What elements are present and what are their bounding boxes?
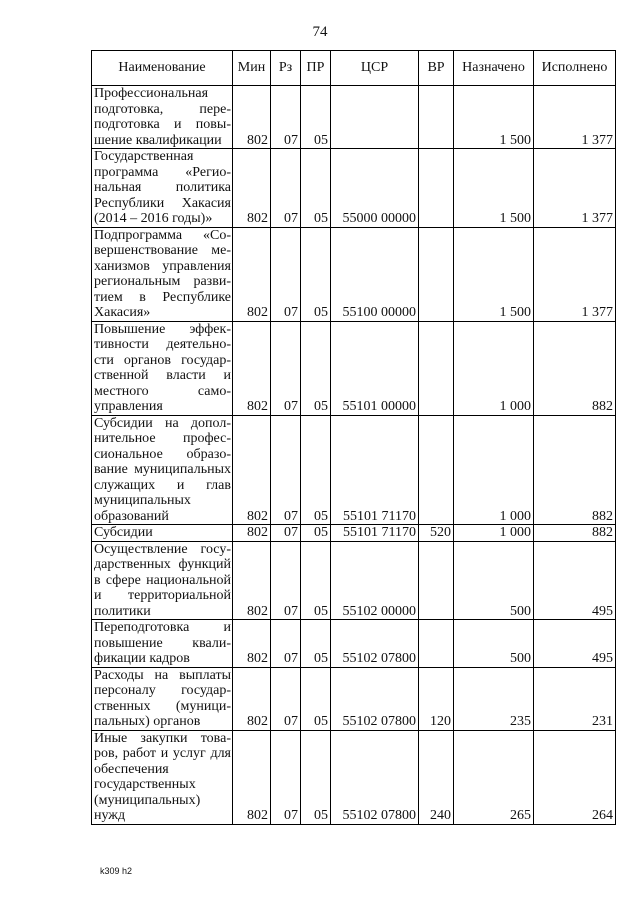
- row-name-cell: Субсидии на дополнительное профессиональное образование муниципальных служащих и глав муниципальных образований: [92, 415, 233, 525]
- row-assigned-cell: 500: [454, 541, 534, 620]
- header-pr: ПР: [301, 51, 331, 86]
- row-assigned-cell: 1 000: [454, 525, 534, 542]
- row-rz-cell: 07: [271, 321, 301, 415]
- row-name-cell: Повышение эффективности деятельности органов государственной власти и местного самоуправления: [92, 321, 233, 415]
- row-min-cell: 802: [233, 321, 271, 415]
- row-rz-cell: 07: [271, 525, 301, 542]
- row-pr-cell: 05: [301, 415, 331, 525]
- row-name-cell: Переподготовка и повышение квалификации кадров: [92, 620, 233, 668]
- row-pr-cell: 05: [301, 620, 331, 668]
- row-name-cell: Расходы на выплаты персоналу государственных (муниципальных) органов: [92, 667, 233, 730]
- row-vr-cell: [419, 149, 454, 228]
- table-row: [92, 667, 616, 730]
- table-header-row: [92, 51, 616, 86]
- row-executed-cell: 231: [534, 667, 616, 730]
- row-rz-cell: 07: [271, 730, 301, 824]
- row-vr-cell: [419, 620, 454, 668]
- row-pr-cell: 05: [301, 525, 331, 542]
- row-vr-cell: [419, 415, 454, 525]
- row-csr-cell: [331, 86, 419, 149]
- row-min-cell: 802: [233, 227, 271, 321]
- row-vr-cell: [419, 321, 454, 415]
- row-min-cell: 802: [233, 415, 271, 525]
- table-row: [92, 541, 616, 620]
- row-rz-cell: 07: [271, 149, 301, 228]
- row-csr-cell: 55102 07800: [331, 620, 419, 668]
- row-csr-cell: 55102 07800: [331, 667, 419, 730]
- row-executed-cell: 882: [534, 415, 616, 525]
- table-row: [92, 149, 616, 228]
- row-vr-cell: [419, 541, 454, 620]
- row-pr-cell: 05: [301, 667, 331, 730]
- row-min-cell: 802: [233, 86, 271, 149]
- row-assigned-cell: 265: [454, 730, 534, 824]
- row-executed-cell: 495: [534, 620, 616, 668]
- row-csr-cell: 55101 00000: [331, 321, 419, 415]
- row-executed-cell: 1 377: [534, 149, 616, 228]
- table-body: [92, 86, 616, 825]
- row-rz-cell: 07: [271, 415, 301, 525]
- header-assigned: Назначено: [454, 51, 534, 86]
- row-rz-cell: 07: [271, 620, 301, 668]
- row-min-cell: 802: [233, 149, 271, 228]
- table-row: [92, 620, 616, 668]
- row-min-cell: 802: [233, 667, 271, 730]
- row-vr-cell: 520: [419, 525, 454, 542]
- row-rz-cell: 07: [271, 227, 301, 321]
- page-number: 74: [312, 24, 328, 40]
- row-executed-cell: 264: [534, 730, 616, 824]
- table-row: [92, 525, 616, 542]
- row-vr-cell: [419, 227, 454, 321]
- row-pr-cell: 05: [301, 730, 331, 824]
- row-pr-cell: 05: [301, 86, 331, 149]
- row-csr-cell: 55102 07800: [331, 730, 419, 824]
- row-vr-cell: 120: [419, 667, 454, 730]
- row-executed-cell: 1 377: [534, 227, 616, 321]
- row-executed-cell: 495: [534, 541, 616, 620]
- table-row: [92, 321, 616, 415]
- row-name-cell: Подпрограмма «Совершенствование механизмов управления региональным развитием в Республике Хакасия»: [92, 227, 233, 321]
- row-vr-cell: [419, 86, 454, 149]
- row-assigned-cell: 1 500: [454, 227, 534, 321]
- table-row: [92, 86, 616, 149]
- row-assigned-cell: 1 500: [454, 149, 534, 228]
- header-csr: ЦСР: [331, 51, 419, 86]
- row-csr-cell: 55000 00000: [331, 149, 419, 228]
- row-pr-cell: 05: [301, 541, 331, 620]
- row-csr-cell: 55101 71170: [331, 525, 419, 542]
- table-row: [92, 415, 616, 525]
- row-min-cell: 802: [233, 525, 271, 542]
- header-vr: ВР: [419, 51, 454, 86]
- row-executed-cell: 1 377: [534, 86, 616, 149]
- row-assigned-cell: 1 000: [454, 321, 534, 415]
- row-name-cell: Иные закупки товаров, работ и услуг для обеспечения государственных (муниципальных) нужд: [92, 730, 233, 824]
- row-rz-cell: 07: [271, 86, 301, 149]
- row-name-cell: Государственная программа «Региональная политика Республики Хакасия (2014 – 2016 годы)»: [92, 149, 233, 228]
- row-csr-cell: 55101 71170: [331, 415, 419, 525]
- footer-code: k309 h2: [100, 866, 133, 876]
- row-executed-cell: 882: [534, 525, 616, 542]
- row-rz-cell: 07: [271, 667, 301, 730]
- row-name-cell: Субсидии: [92, 525, 233, 542]
- row-name-cell: Осуществление государственных функций в сфере национальной и территориальной политики: [92, 541, 233, 620]
- row-min-cell: 802: [233, 541, 271, 620]
- header-name: Наименование: [92, 51, 233, 86]
- row-min-cell: 802: [233, 730, 271, 824]
- row-rz-cell: 07: [271, 541, 301, 620]
- row-assigned-cell: 1 500: [454, 86, 534, 149]
- row-csr-cell: 55102 00000: [331, 541, 419, 620]
- row-assigned-cell: 1 000: [454, 415, 534, 525]
- row-assigned-cell: 235: [454, 667, 534, 730]
- header-min: Мин: [233, 51, 271, 86]
- row-csr-cell: 55100 00000: [331, 227, 419, 321]
- table-row: [92, 227, 616, 321]
- row-pr-cell: 05: [301, 227, 331, 321]
- table-row: [92, 730, 616, 824]
- row-executed-cell: 882: [534, 321, 616, 415]
- row-pr-cell: 05: [301, 321, 331, 415]
- row-name-cell: Профессиональная подготовка, переподготовка и повышение квалификации: [92, 86, 233, 149]
- header-rz: Рз: [271, 51, 301, 86]
- row-vr-cell: 240: [419, 730, 454, 824]
- row-assigned-cell: 500: [454, 620, 534, 668]
- budget-table: [91, 50, 616, 825]
- row-min-cell: 802: [233, 620, 271, 668]
- row-pr-cell: 05: [301, 149, 331, 228]
- header-executed: Исполнено: [534, 51, 616, 86]
